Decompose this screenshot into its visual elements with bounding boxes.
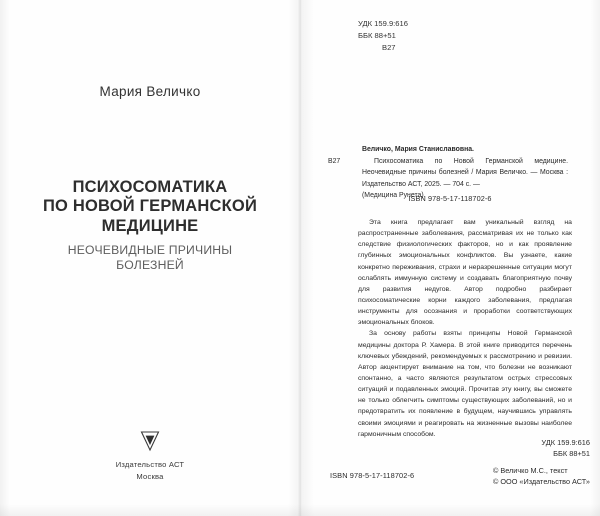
right-page-copyright: [300, 0, 600, 516]
title-line-1: ПСИХОСОМАТИКА: [72, 178, 228, 196]
copyright-line-1: © Величко М.С., текст: [492, 465, 568, 475]
isbn-center: ISBN 978-5-17-118702-6: [408, 194, 492, 203]
biblio-description: Психосоматика по Новой Германской медицине. Неочевидные причины болезней / Мария Величко. — Москва : Издательство АСТ, 2025. — 704 с. —: [362, 158, 568, 188]
author-sign-code: В27: [382, 42, 396, 52]
publisher-name: Издательство АСТ: [115, 460, 185, 470]
author-name: Мария Величко: [99, 84, 201, 99]
isbn-bottom: ISBN 978-5-17-118702-6: [330, 471, 415, 480]
udk-code-top: УДК 159.9:616: [358, 19, 408, 28]
subtitle-line-1: НЕОЧЕВИДНЫЕ ПРИЧИНЫ: [67, 243, 233, 258]
bibliographic-record: [328, 144, 568, 201]
copyright-block: [493, 465, 590, 488]
publisher-city: Москва: [136, 471, 164, 481]
annotation-block: [358, 217, 572, 440]
book-subtitle: [0, 243, 300, 272]
subtitle-line-2: БОЛЕЗНЕЙ: [116, 258, 184, 273]
annotation-paragraph-2: За основу работы взяты принципы Новой Германской медицины доктора Р. Хамера. В этой книге приводится перечень ключевых убеждений, рекомендуемых к рассмотрению и ревизии. Автор акцентирует внимание на том, что болезни не возникают спонтанно, а часто являются результатом острых стрессовых ситуаций и подавленных эмоций. Прочитав эту книгу, вы сможете не только облегчить симптомы существующих заболеваний, но и предотвратить их появление в будущем, научившись управлять своими эмоциями и реагировать на жизненные вызовы наиболее гармоничным способом.: [358, 330, 572, 438]
udk-code-bottom: УДК 159.9:616: [541, 437, 590, 447]
bbk-code-bottom: ББК 88+51: [553, 448, 590, 458]
classification-top-block: [300, 18, 600, 53]
biblio-series: (Медицина Рунета).: [362, 191, 426, 199]
title-line-3: МЕДИЦИНЕ: [101, 216, 199, 235]
annotation-paragraph-1: Эта книга предлагает вам уникальный взгляд на распространенные заболевания, рассматривая их не только как следствие физиологических факторов, но и как проявление глубинных эмоциональных конфликтов. Вы узнаете, какие конкретно переживания, страхи и неразрешенные ситуации могут ослаблять иммунную систему и создавать благоприятную почву для развития недугов. Автор подробно разбирает психосоматические корни каждого заболевания, предлагая инструменты для осознания и проработки соответствующих эмоциональных блоков.: [358, 219, 572, 327]
title-line-2: ПО НОВОЙ ГЕРМАНСКОЙ: [42, 197, 257, 216]
bbk-code-top: ББК 88+51: [358, 30, 396, 40]
book-title: [0, 178, 300, 236]
ast-triangle-logo-icon: [140, 430, 160, 452]
biblio-shelf-code: В27: [328, 158, 341, 166]
copyright-line-2: © ООО «Издательство АСТ»: [492, 477, 590, 487]
publisher-imprint: [0, 430, 300, 482]
biblio-author-heading: Величко, Мария Станиславовна.: [362, 146, 474, 153]
classification-bottom-block: [541, 437, 590, 459]
title-block: [0, 178, 300, 273]
